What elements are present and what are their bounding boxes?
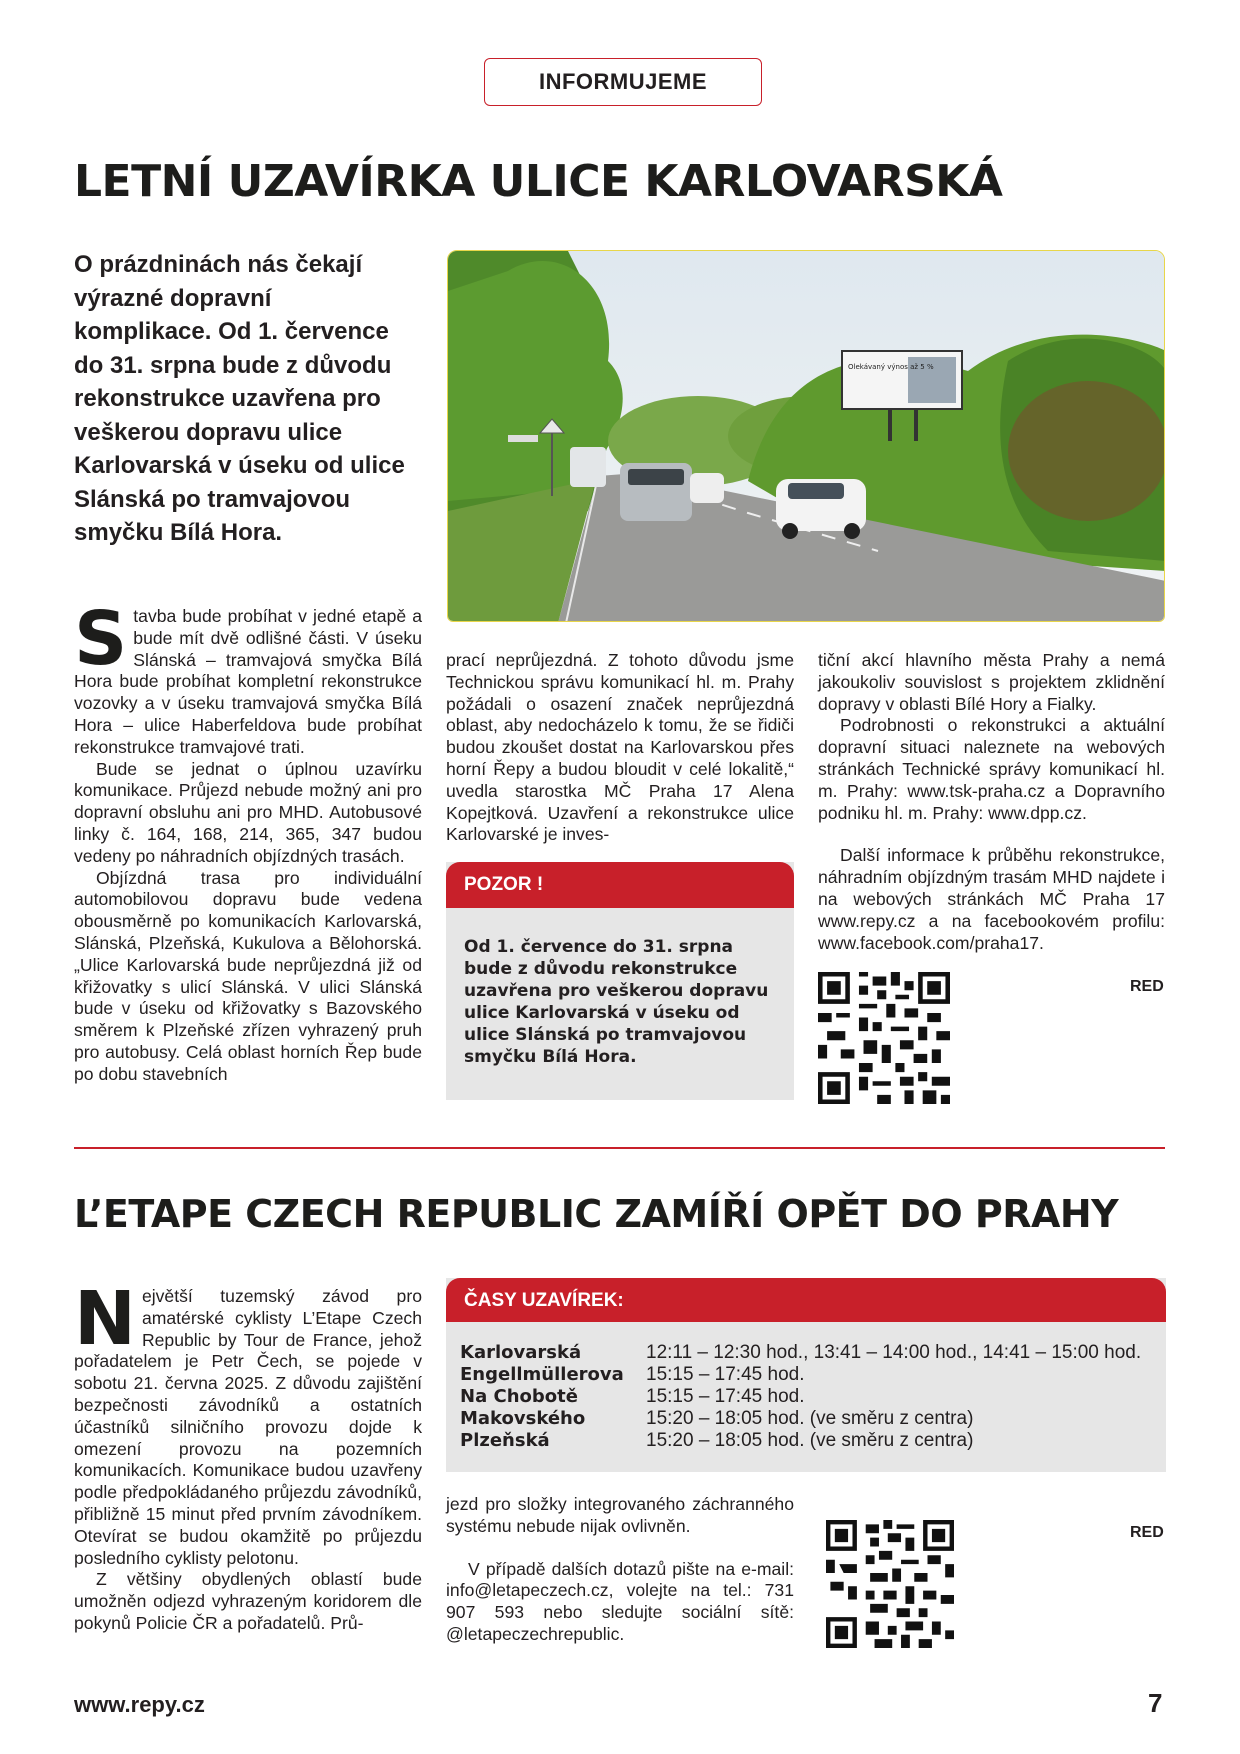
dropcap: N bbox=[74, 1276, 136, 1362]
article-title: LETNÍ UZAVÍRKA ULICE KARLOVARSKÁ bbox=[74, 156, 1003, 207]
closure-time: 15:20 – 18:05 hod. (ve směru z centra) bbox=[646, 1430, 974, 1451]
page-number: 7 bbox=[1148, 1688, 1163, 1718]
warning-box bbox=[446, 862, 794, 1100]
closure-times-table bbox=[460, 1342, 1141, 1452]
footer-website[interactable]: www.repy.cz bbox=[74, 1692, 205, 1717]
paragraph: Z většiny obydlených oblastí bude umožněn odjezd vyhrazeným koridorem dle pokynů Policie ČR a pořadatelů. Prů- bbox=[74, 1569, 422, 1633]
van bbox=[570, 447, 606, 487]
closure-times-title: ČASY UZAVÍREK: bbox=[446, 1278, 1166, 1322]
warning-box-title: POZOR ! bbox=[446, 862, 794, 908]
article1-column-1 bbox=[74, 596, 422, 1086]
paragraph: Bude se jednat o úplnou uzavírku komunikace. Průjezd nebude možný ani pro dopravní obsluhu ani pro MHD. Autobusové linky č. 164, 168, 214, 365, 347 budou vedeny po náhradních objízdných trasách. bbox=[74, 758, 422, 866]
paragraph: Podrobnosti o rekonstrukci a aktuální dopravní situaci naleznete na webových stránkách Technické správy komunikací hl. m. Prahy: www.tsk-praha.cz a Dopravního podniku hl. m. Prahy: www.dpp.cz. bbox=[818, 715, 1165, 823]
paragraph: V případě dalších dotazů pište na e-mail: info@letapeczech.cz, volejte na tel.: 731 907 593 nebo sledujte sociální sítě: @letapeczechrepublic. bbox=[446, 1558, 794, 1644]
qr-code[interactable] bbox=[826, 1520, 954, 1648]
table-row bbox=[460, 1386, 1141, 1408]
street-name: Engellmüllerova bbox=[460, 1364, 624, 1385]
closure-times-box bbox=[446, 1278, 1166, 1472]
street-name: Karlovarská bbox=[460, 1342, 582, 1363]
billboard-text: Olekávaný výnos až 5 % bbox=[848, 363, 934, 371]
table-row bbox=[460, 1430, 1141, 1452]
article1-column-2 bbox=[446, 650, 794, 846]
closure-time: 15:15 – 17:45 hod. bbox=[646, 1364, 805, 1385]
table-row bbox=[460, 1364, 1141, 1386]
paragraph: ejvětší tuzemský závod pro amatérské cyklisty L’Etape Czech Republic by Tour de France, jehož pořadatelem je Petr Čech, se pojede v sobotu 21. června 2025. Z důvodu zajištění bezpečnosti závodníků a ostatních účastníků silničního provozu dojde k omezení provozu na pozemních komunikacích. Komunikace budou uzavřeny podle předpokládaného průjezdu závodníků, přibližně 15 minut před prvním závodníkem. Otevírat se budou okamžitě po průjezdu posledního cyklisty pelotonu. bbox=[74, 1286, 422, 1568]
article-title: L’ETAPE CZECH REPUBLIC ZAMÍŘÍ OPĚT DO PRAHY bbox=[74, 1192, 1119, 1236]
road-photo bbox=[447, 250, 1165, 622]
closure-time: 15:15 – 17:45 hod. bbox=[646, 1386, 805, 1407]
dropcap: S bbox=[74, 596, 128, 682]
author-credit: RED bbox=[1130, 1524, 1164, 1541]
table-row bbox=[460, 1408, 1141, 1430]
table-row bbox=[460, 1342, 1141, 1364]
street-name: Makovského bbox=[460, 1408, 586, 1429]
article-lead: O prázdninách nás čekají výrazné dopravní komplikace. Od 1. července do 31. srpna bude z důvodu rekonstrukce uzavřena pro veškerou dopravu ulice Karlovarská v úseku od ulice Slánská po tramvajovou smyčku Bílá Hora. bbox=[74, 251, 405, 546]
paragraph: jezd pro složky integrovaného záchranného systému nebude nijak ovlivněn. bbox=[446, 1494, 794, 1536]
warning-box-text: Od 1. července do 31. srpna bude z důvodu rekonstrukce uzavřena pro veškerou dopravu ulice Karlovarská v úseku od ulice Slánská po tramvajovou smyčku Bílá Hora. bbox=[464, 937, 769, 1067]
paragraph: tavba bude probíhat v jedné etapě a bude mít dvě odlišné části. V úseku Slánská – tramvajová smyčka Bílá Hora bude probíhat kompletní rekonstrukce vozovky a v úseku tramvajová smyčka Bílá Hora – ulice Haberfeldova bude probíhat rekonstrukce tramvajové trati. bbox=[74, 606, 422, 757]
author-credit: RED bbox=[1130, 978, 1164, 995]
paragraph: tiční akcí hlavního města Prahy a nemá jakoukoliv souvislost s projektem zklidnění dopravy v oblasti Bílé Hory a Fialky. bbox=[818, 650, 1165, 714]
street-name: Plzeňská bbox=[460, 1430, 550, 1451]
road-photo-illustration bbox=[448, 251, 1165, 622]
section-divider bbox=[74, 1147, 1165, 1149]
qr-code[interactable] bbox=[818, 972, 950, 1104]
article1-column-3 bbox=[818, 650, 1165, 954]
paragraph: Objízdná trasa pro individuální automobilovou dopravu bude vedena obousměrně po komunikacích Karlovarská, Slánská, Plzeňská, Kukulova a Bělohorská. „Ulice Karlovarská bude neprůjezdná již od křižovatky s ulicí Slánská. V ulici Slánská bude v úseku od křižovatky s Bazovského směrem k Plzeňské zřízen vyhrazený pruh pro autobusy. Celá oblast horních Řep bude po dobu stavebních bbox=[74, 867, 422, 1084]
article2-column-2 bbox=[446, 1494, 794, 1646]
article2-column-1 bbox=[74, 1276, 422, 1635]
paragraph: Další informace k průběhu rekonstrukce, náhradním objízdným trasám MHD najdete i na webových stránkách MČ Praha 17 www.repy.cz a na facebookovém profilu: www.facebook.com/praha17. bbox=[818, 845, 1165, 953]
closure-time: 12:11 – 12:30 hod., 13:41 – 14:00 hod., 14:41 – 15:00 hod. bbox=[646, 1342, 1142, 1363]
street-name: Na Chobotě bbox=[460, 1386, 578, 1407]
paragraph: prací neprůjezdná. Z tohoto důvodu jsme Technickou správu komunikací hl. m. Prahy požádali o osazení značek neprůjezdná oblast, aby nedocházelo k tomu, že se řidiči budou zkoušet dostat na Karlovarskou přes horní Řepy a budou bloudit v celé lokalitě,“ uvedla starostka MČ Praha 17 Alena Kopejtková. Uzavření a rekonstrukce ulice Karlovarské je inves- bbox=[446, 650, 794, 845]
closure-time: 15:20 – 18:05 hod. (ve směru z centra) bbox=[646, 1408, 974, 1429]
section-badge: INFORMUJEME bbox=[484, 58, 762, 106]
